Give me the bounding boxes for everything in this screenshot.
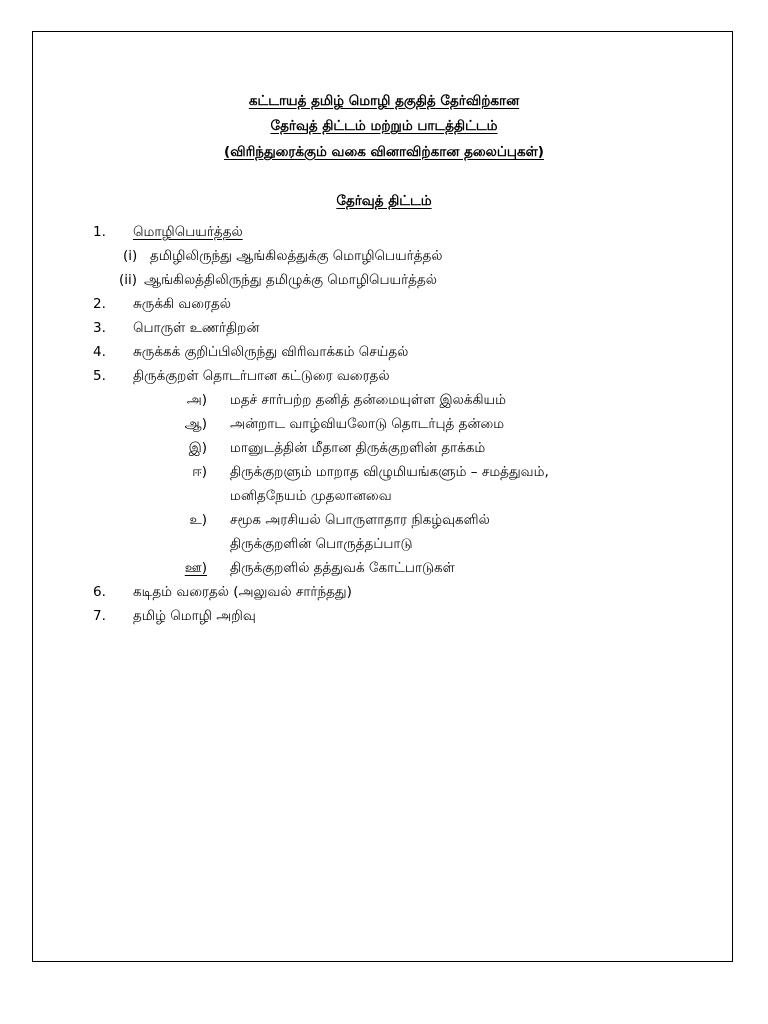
- item-text: சுருக்கக் குறிப்பிலிருந்து விரிவாக்கம் செய்தல்: [133, 344, 409, 360]
- sub-item-marker: ஈ): [192, 464, 207, 480]
- item-text: பொருள் உணர்திறன்: [133, 320, 260, 336]
- sub-item-marker: அ): [186, 392, 207, 408]
- item-text: திருக்குறள் தொடர்பான கட்டுரை வரைதல்: [133, 368, 390, 384]
- title-line-2: தேர்வுத் திட்டம் மற்றும் பாடத்திட்டம்: [270, 118, 498, 134]
- sub-item-text-continuation: திருக்குறளின் பொருத்தப்பாடு: [230, 536, 413, 552]
- section-title: தேர்வுத் திட்டம்: [336, 193, 432, 209]
- sub-item-marker: (i): [123, 248, 138, 264]
- sub-item-text: தமிழிலிருந்து ஆங்கிலத்துக்கு மொழிபெயர்த்தல்: [150, 248, 443, 264]
- title-line-1: கட்டாயத் தமிழ் மொழி தகுதித் தேர்விற்கான: [248, 93, 520, 109]
- sub-item-marker: (ii): [119, 272, 138, 288]
- sub-item-text-continuation: மனிதநேயம் முதலானவை: [230, 488, 392, 504]
- sub-item-marker: உ): [189, 512, 207, 528]
- item-text: கடிதம் வரைதல் (அலுவல் சார்ந்தது): [133, 584, 352, 600]
- sub-item-marker: ஆ): [184, 416, 207, 432]
- sub-item-text: சமூக அரசியல் பொருளாதார நிகழ்வுகளில்: [230, 512, 490, 528]
- sub-item-text: அன்றாட வாழ்வியலோடு தொடர்புத் தன்மை: [230, 416, 505, 432]
- item-text: தமிழ் மொழி அறிவு: [133, 608, 256, 624]
- item-number: 4.: [93, 344, 106, 360]
- item-number: 1.: [93, 224, 106, 240]
- sub-item-text: திருக்குறளில் தத்துவக் கோட்பாடுகள்: [230, 560, 455, 576]
- sub-item-marker: இ): [188, 440, 207, 456]
- sub-item-marker: ஊ): [184, 560, 207, 576]
- item-number: 3.: [93, 320, 106, 336]
- item-number: 5.: [93, 368, 106, 384]
- sub-item-text: ஆங்கிலத்திலிருந்து தமிழுக்கு மொழிபெயர்த்தல்: [144, 272, 437, 288]
- item-number: 6.: [93, 584, 106, 600]
- item-number: 2.: [93, 296, 106, 312]
- sub-item-text: மானுடத்தின் மீதான திருக்குறளின் தாக்கம்: [230, 440, 486, 456]
- title-line-3: (விரிந்துரைக்கும் வகை வினாவிற்கான தலைப்புகள்): [224, 144, 544, 160]
- item-text: சுருக்கி வரைதல்: [133, 296, 231, 312]
- sub-item-text: திருக்குறளும் மாறாத விழுமியங்களும் – சமத்துவம்,: [230, 464, 549, 480]
- item-text: மொழிபெயர்த்தல்: [133, 224, 243, 240]
- item-number: 7.: [93, 608, 106, 624]
- sub-item-text: மதச் சார்பற்ற தனித் தன்மையுள்ள இலக்கியம்: [230, 392, 506, 408]
